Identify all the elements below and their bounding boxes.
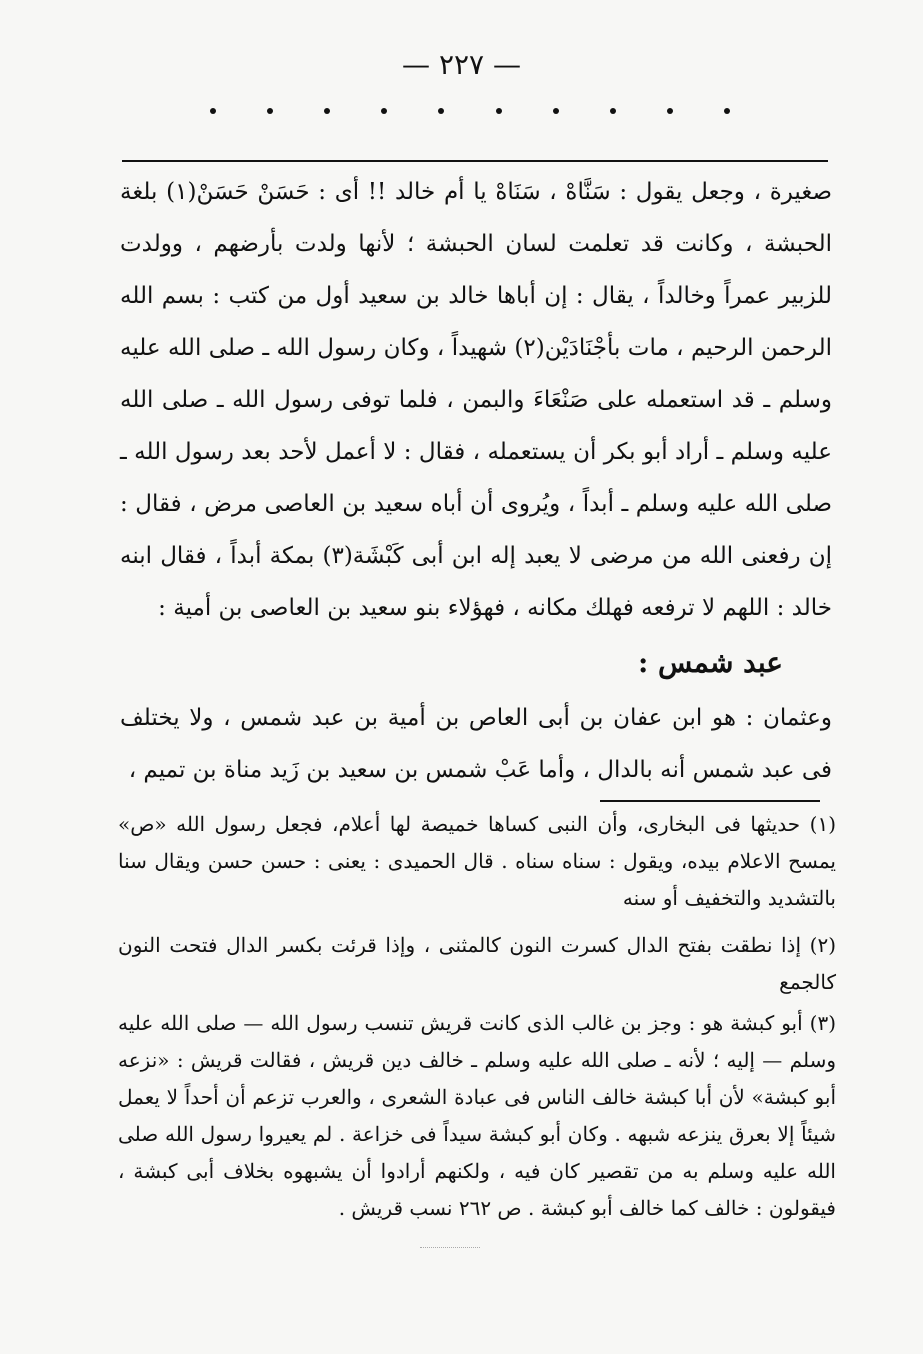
ornament-dot <box>724 108 730 114</box>
page-number: — ٢٢٧ — <box>402 48 521 81</box>
ornament-dot <box>553 108 559 114</box>
main-body <box>120 166 832 634</box>
ornament-dot <box>438 108 444 114</box>
body-paragraph: صغيرة ، وجعل يقول : سَنَّاهْ ، سَنَاهْ يا أم خالد !! أى : حَسَنْ حَسَنْ(١) بلغة الحبشة ، وكانت قد تعلمت لسان الحبشة ؛ لأنها ولدت بأرضهم ، وولدت للزبير عمراً وخالداً ، يقال : إن أباها خالد بن سعيد أول من كتب : بسم الله الرحمن الرحيم ، مات بأجْنَادَيْن(٢) شهيداً ، وكان رسول الله ـ صلى الله عليه وسلم ـ قد استعمله على صَنْعَاءَ والبمن ، فلما توفى رسول الله ـ صلى الله عليه وسلم ـ أراد أبو بكر أن يستعمله ، فقال : لا أعمل لأحد بعد رسول الله ـ صلى الله عليه وسلم ـ أبداً ، ويُروى أن أباه سعيد بن العاصى مرض ، فقال : إن رفعنى الله من مرضى لا يعبد إله ابن أبى كَبْشَة(٣) بمكة أبداً ، فقال ابنه خالد : اللهم لا ترفعه فهلك مكانه ، فهؤلاء بنو سعيد بن العاصى بن أمية : <box>120 179 833 621</box>
section-paragraph: وعثمان : هو ابن عفان بن أبى العاص بن أمية بن عبد شمس ، ولا يختلف فى عبد شمس أنه بالدال ، وأما عَبْ شمس بن سعيد بن زَيد مناة بن تميم ، <box>120 705 832 783</box>
ornament-dot <box>667 108 673 114</box>
footnotes <box>118 806 836 1231</box>
faint-scan-mark <box>420 1247 480 1249</box>
ornament-dot <box>610 108 616 114</box>
ornament-dot <box>381 108 387 114</box>
section-body <box>120 692 832 796</box>
footnote-2: (٢) إذا نطقت بفتح الدال كسرت النون كالمثنى ، وإذا قرئت بكسر الدال فتحت النون كالجمع <box>118 933 836 994</box>
section-heading: عبد شمس : <box>637 646 783 679</box>
ornament-dot <box>324 108 330 114</box>
ornamental-dot-row <box>210 108 730 114</box>
ornament-dot <box>210 108 216 114</box>
ornament-dot <box>496 108 502 114</box>
ornament-dot <box>267 108 273 114</box>
footnote-1: (١) حديثها فى البخارى، وأن النبى كساها خميصة لها أعلام، فجعل رسول الله «ص» يمسح الاعلام بيده، ويقول : سناه سناه . قال الحميدى : يعنى : حسن حسن ويقال سنا بالتشديد والتخفيف أو سنه <box>118 812 836 910</box>
header-rule <box>122 160 828 162</box>
footnote-rule <box>600 800 820 802</box>
footnote-3: (٣) أبو كبشة هو : وجز بن غالب الذى كانت قريش تنسب رسول الله — صلى الله عليه وسلم — إليه ؛ لأنه ـ صلى الله عليه وسلم ـ خالف دين قريش ، فقالت قريش : «نزعه أبو كبشة» لأن أبا كبشة خالف الناس فى عبادة الشعرى ، والعرب تزعم أن أحداً لا يعمل شيئاً إلا بعرق ينزعه شبهه . وكان أبو كبشة سيداً فى خزاعة . لم يعيروا رسول الله صلى الله عليه وسلم به من تقصير كان فيه ، ولكنهم أرادوا أن يشبهوه بخلاف أبى كبشة ، فيقولون : خالف كما خالف أبو كبشة . ص ٢٦٢ نسب قريش . <box>118 1011 836 1220</box>
